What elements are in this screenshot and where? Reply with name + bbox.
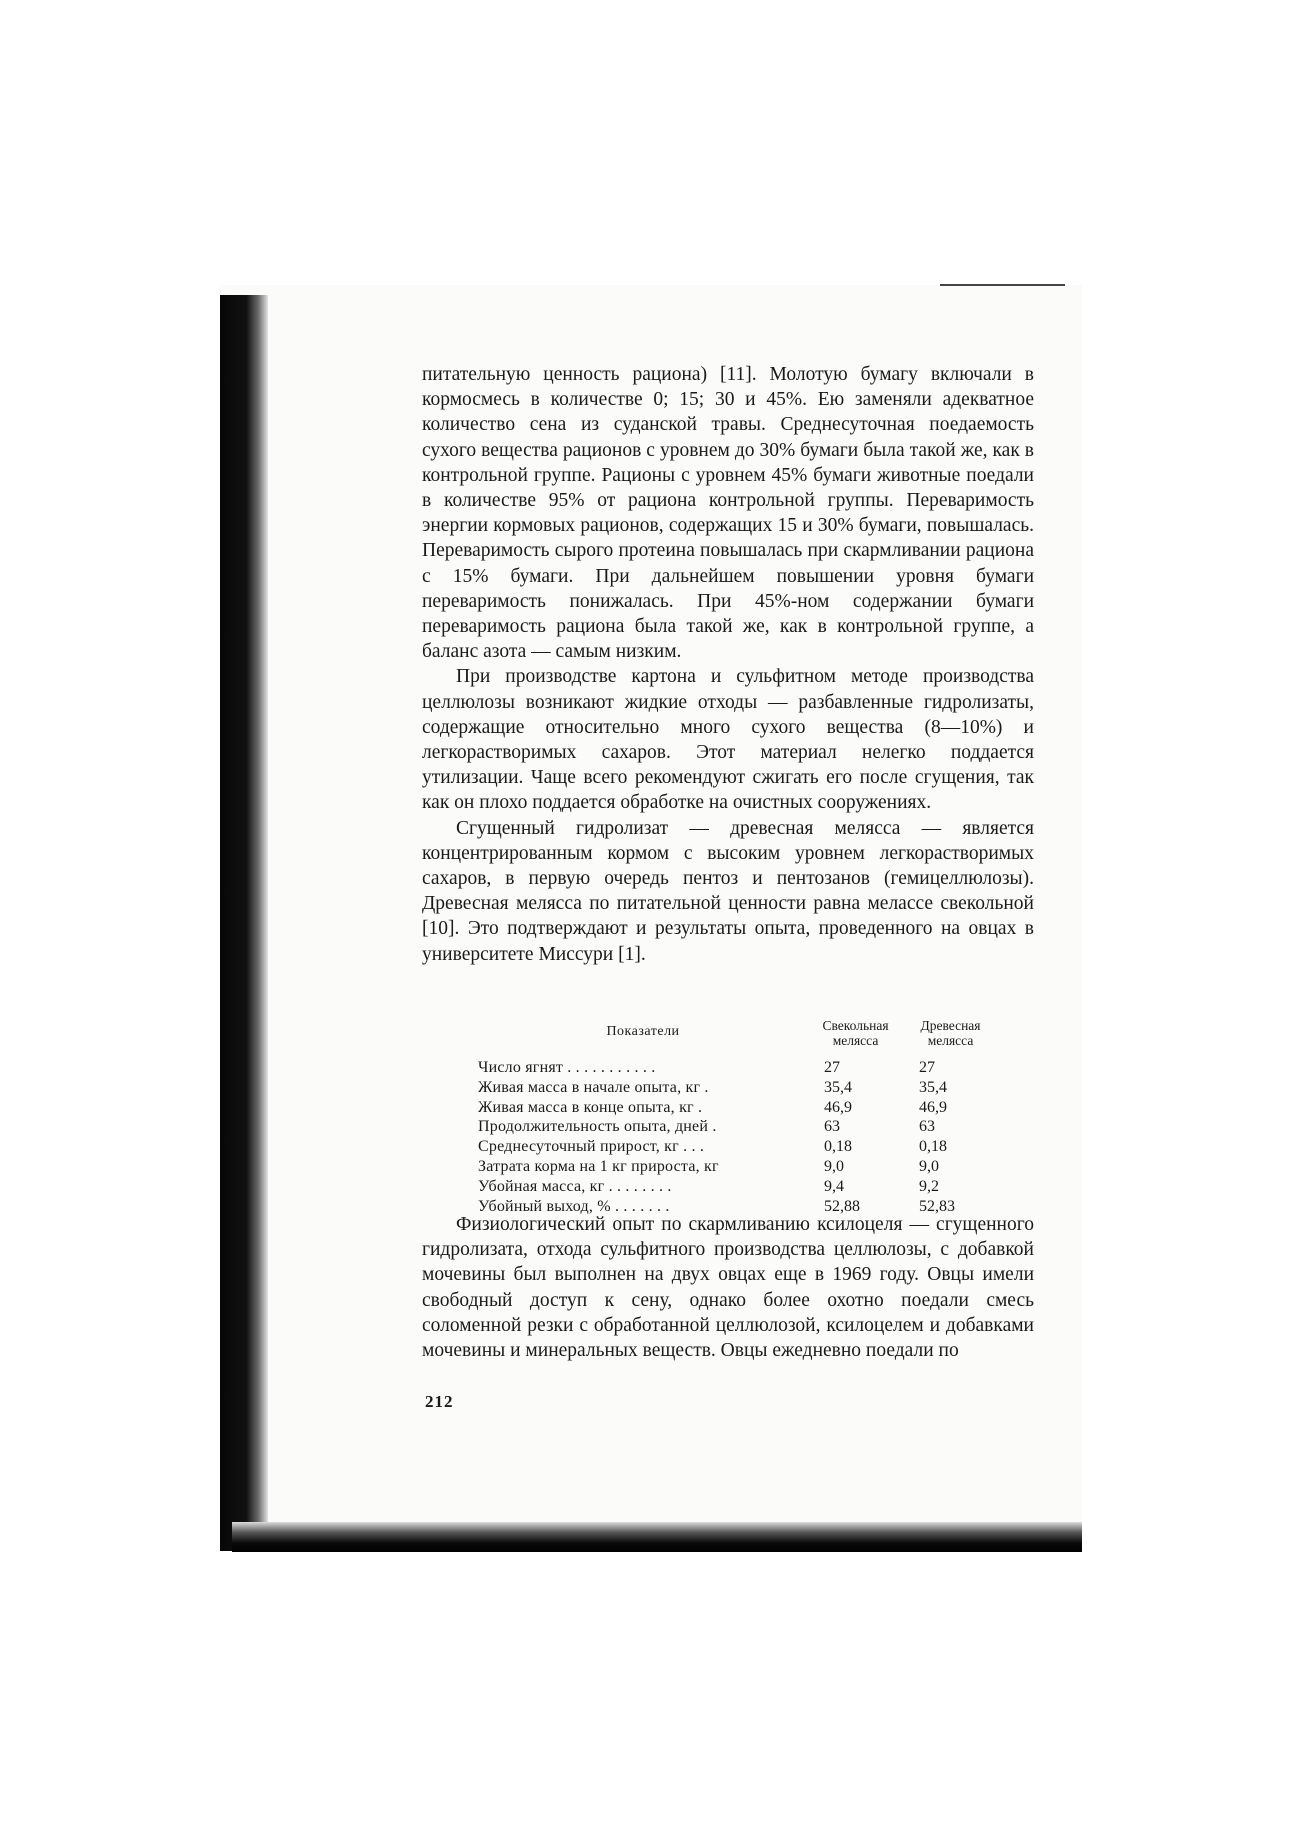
table-row <box>478 1137 998 1157</box>
page-number: 212 <box>425 1392 454 1411</box>
body-text-top <box>422 362 1034 967</box>
paragraph-xylocel-experiment: Физиологический опыт по скармливанию ксилоцеля — сгущенного гидролизата, отхода сульфитного производства целлюлозы, с добавкой мочевины был выполнен на двух овцах еще в 1969 году. Овцы имели свободный доступ к сену, однако более охотно поедали смесь соломенной резки с обработанной целлюлозой, ксилоцелем и добавками мочевины и минеральных веществ. Овцы ежедневно поедали по <box>422 1214 1034 1362</box>
row-beet-value: 52,88 <box>824 1197 860 1215</box>
row-beet-value: 46,9 <box>824 1098 852 1116</box>
row-beet-value: 27 <box>824 1059 840 1076</box>
row-beet-value: 9,0 <box>824 1157 844 1175</box>
row-label: Убойная масса, кг . . . . . . . . <box>478 1177 672 1195</box>
binding-shadow-left <box>220 295 268 1551</box>
row-wood-value: 35,4 <box>919 1078 947 1096</box>
table-row <box>478 1058 998 1078</box>
row-beet-value: 63 <box>824 1118 840 1136</box>
row-label: Убойный выход, % . . . . . . . <box>478 1197 670 1215</box>
paragraph-wood-molasses: Сгущенный гидролизат — древесная мелясса — является концентрированным кормом с высоким уровнем легкорастворимых сахаров, в первую очередь пентоз и пентозанов (гемицеллюлозы). Древесная мелясса по питательной ценности равна мелассе свекольной [10]. Это подтверждают и результаты опыта, проведенного на овцах в университете Миссури [1]. <box>422 817 1034 965</box>
row-wood-value: 9,0 <box>919 1157 939 1175</box>
header-wood-line1: Древесная <box>920 1018 981 1033</box>
row-label: Продолжительность опыта, дней . <box>478 1118 717 1136</box>
table-row <box>478 1098 998 1118</box>
row-label: Среднесуточный прирост, кг . . . <box>478 1138 705 1156</box>
molasses-comparison-table <box>478 1008 998 1216</box>
paragraph-liquid-waste: При производстве картона и сульфитном методе производства целлюлозы возникают жидкие отходы — разбавленные гидролизаты, содержащие относительно много сухого вещества (8—10%) и легкорастворимых сахаров. Этот материал нелегко поддается утилизации. Чаще всего рекомендуют сжигать его после сгущения, так как он плохо поддается обработке на очистных сооружениях. <box>422 666 1034 814</box>
row-beet-value: 9,4 <box>824 1177 844 1195</box>
paragraph-paper-feed: питательную ценность рациона) [11]. Молотую бумагу включали в кормосмесь в количестве 0; 15; 30 и 45%. Ею заменяли адекватное количество сена из суданской травы. Среднесуточная поедаемость сухого вещества рационов с уровнем до 30% бумаги была такой же, как в контрольной группе. Рационы с уровнем 45% бумаги животные поедали в количестве 95% от рациона контрольной группы. Переваримость энергии кормовых рационов, содержащих 15 и 30% бумаги, повышалась. Переваримость сырого протеина повышалась при скармливании рациона с 15% бумаги. При дальнейшем повышении уровня бумаги переваримость понижалась. При 45%-ном содержании бумаги переваримость рациона была такой же, как в контрольной группе, а баланс азота — самым низким. <box>422 364 1034 663</box>
binding-shadow-bottom <box>232 1522 1082 1552</box>
header-beet-line2: мелясса <box>832 1033 879 1048</box>
table-header-beet-molasses <box>808 1018 903 1048</box>
row-label: Затрата корма на 1 кг прироста, кг <box>478 1157 719 1175</box>
table-row <box>478 1177 998 1197</box>
body-text-bottom <box>422 1212 1034 1363</box>
table-header-indicators: Показатели <box>606 1024 680 1039</box>
row-wood-value: 63 <box>919 1118 935 1136</box>
row-beet-value: 0,18 <box>824 1138 852 1156</box>
table-row <box>478 1157 998 1177</box>
header-beet-line1: Свекольная <box>822 1018 889 1033</box>
row-label: Живая масса в начале опыта, кг . <box>478 1078 709 1096</box>
row-wood-value: 52,83 <box>919 1197 955 1215</box>
row-wood-value: 0,18 <box>919 1138 947 1156</box>
row-beet-value: 35,4 <box>824 1078 852 1096</box>
table-row <box>478 1117 998 1137</box>
row-wood-value: 27 <box>919 1059 935 1076</box>
row-label: Живая масса в конце опыта, кг . <box>478 1098 703 1116</box>
page-top-edge-line <box>940 284 1065 286</box>
header-wood-line2: мелясса <box>927 1033 974 1048</box>
table-header <box>478 1008 998 1048</box>
row-label: Число ягнят . . . . . . . . . . . <box>478 1059 656 1076</box>
row-wood-value: 9,2 <box>919 1177 939 1195</box>
table-header-wood-molasses <box>903 1018 998 1048</box>
table-row <box>478 1078 998 1098</box>
row-wood-value: 46,9 <box>919 1098 947 1116</box>
